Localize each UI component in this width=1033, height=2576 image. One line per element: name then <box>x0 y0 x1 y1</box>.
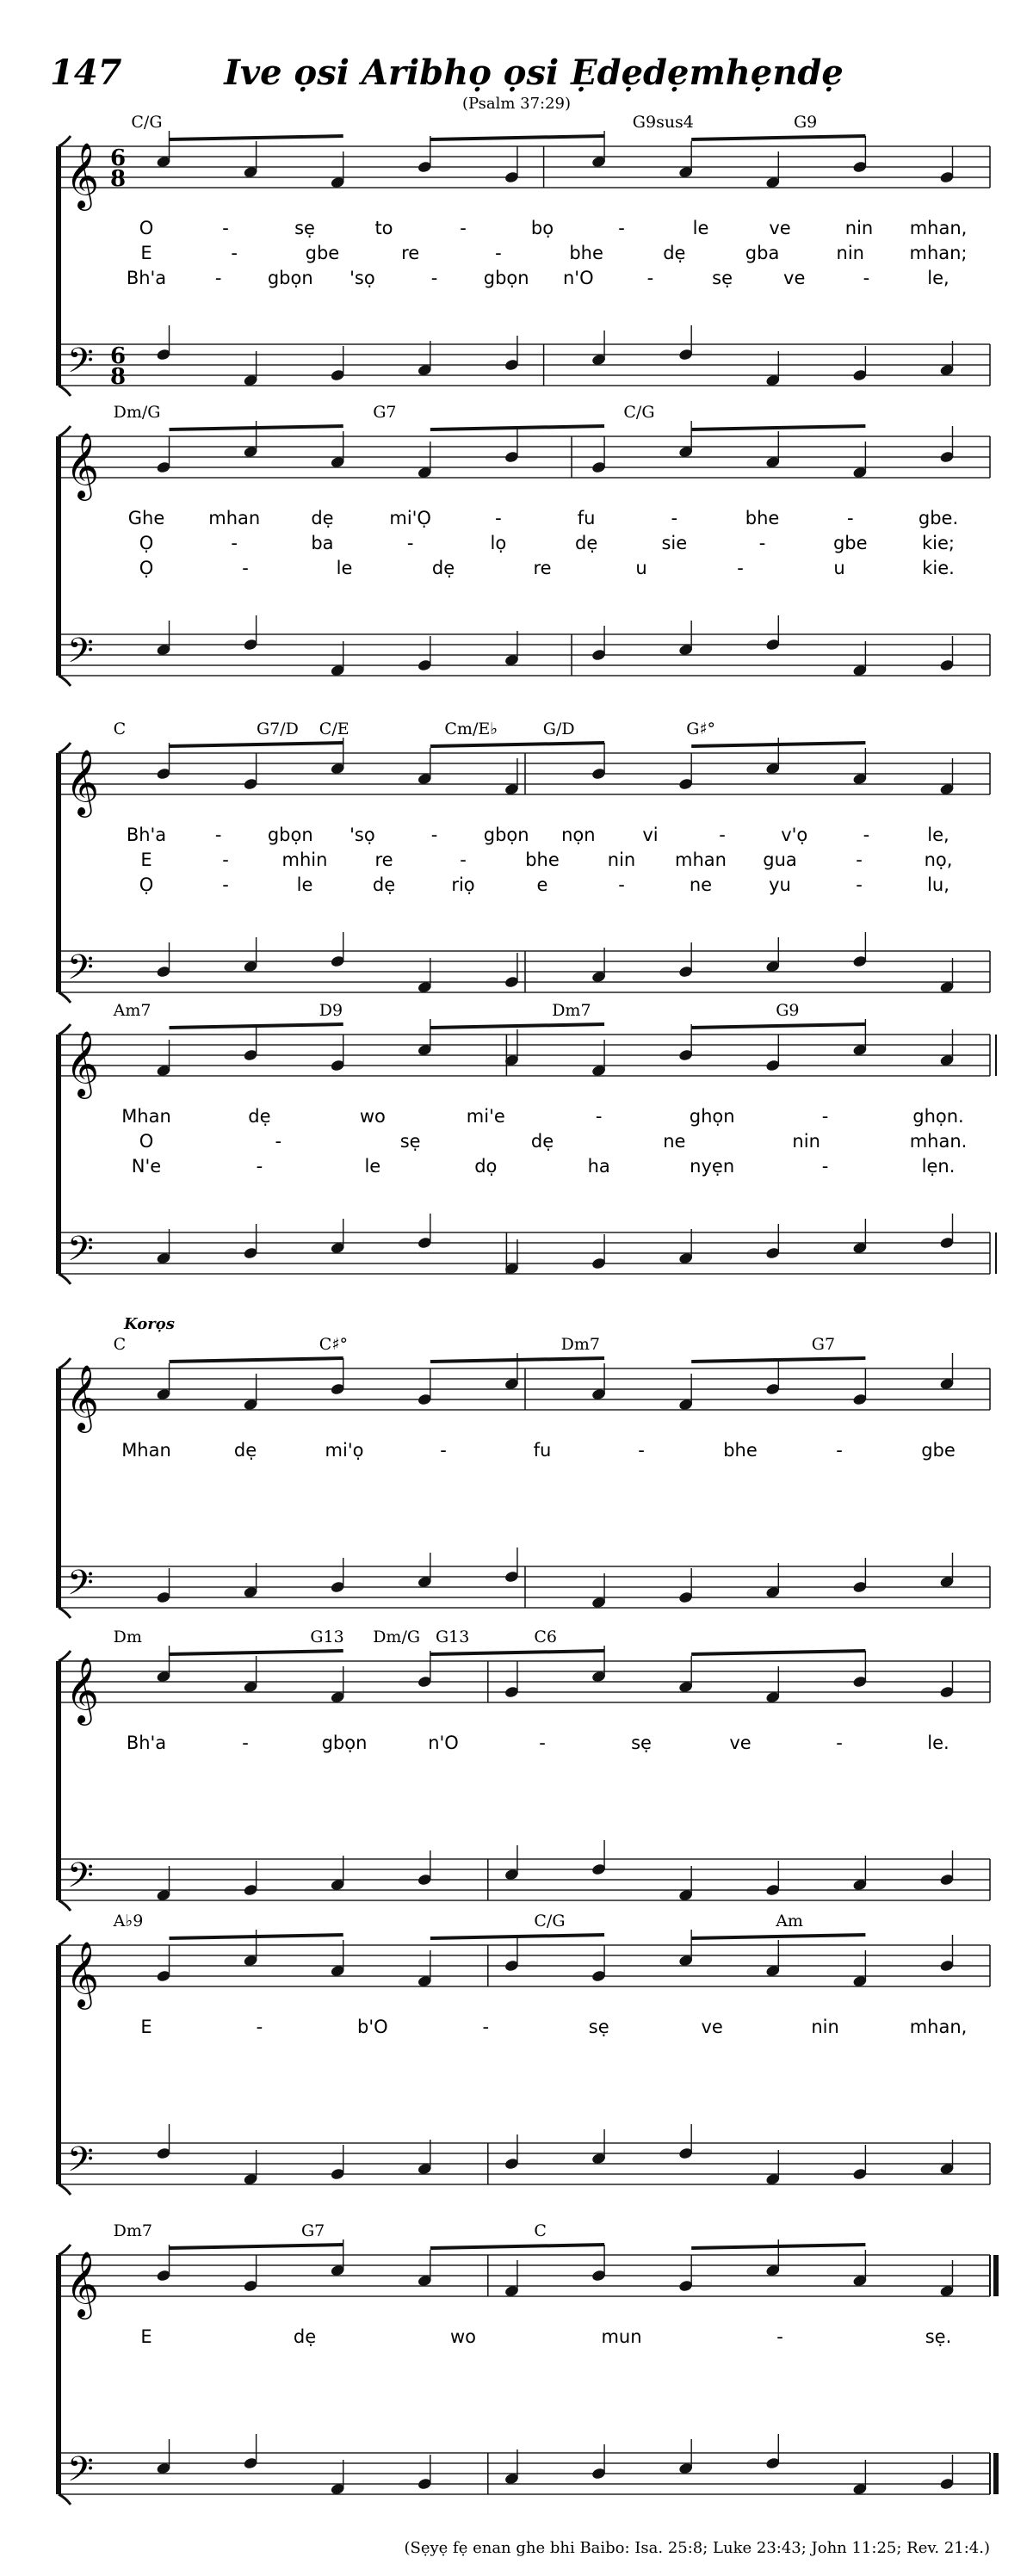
chord-symbol: G7/D <box>257 720 299 738</box>
beam <box>430 1358 604 1362</box>
lyric-syllable: le <box>692 218 709 238</box>
chord-symbol: Dm <box>113 1628 142 1646</box>
chord-symbol: C♯° <box>319 1335 349 1354</box>
treble-clef: 𝄞 <box>65 1941 100 2007</box>
chord-symbol: D9 <box>319 1001 343 1020</box>
lyric-syllable: mi'e <box>466 1106 505 1127</box>
beam <box>691 743 865 746</box>
system-8 <box>59 2221 996 2505</box>
lyric-syllable: le, <box>927 268 949 288</box>
lyric-syllable: - <box>242 558 249 578</box>
chord-symbol: C/G <box>131 113 163 132</box>
treble-clef: 𝄞 <box>65 432 100 498</box>
lyric-syllable: ne <box>663 1131 686 1152</box>
lyric-syllable: n'O <box>563 268 594 288</box>
system-4 <box>59 1001 996 1284</box>
beam <box>430 136 604 139</box>
lyric-syllable: - <box>495 508 502 528</box>
chord-symbol: C/E <box>319 720 349 738</box>
lyric-syllable: e <box>536 874 548 895</box>
lyric-syllable: dẹ <box>311 508 334 528</box>
scripture-references: (Sẹyẹ fẹ enan ghe bhi Baibo: Isa. 25:8; Luke 23:43; John 11:25; Rev. 21:4.) <box>404 2539 990 2557</box>
chord-symbol: G/D <box>542 720 575 738</box>
chorus-label: Korọs <box>124 1315 175 1333</box>
bass-clef: 𝄢 <box>67 1229 94 1277</box>
lyric-syllable: - <box>222 218 229 238</box>
beam <box>691 426 865 429</box>
lyric-syllable: - <box>539 1733 546 1753</box>
beam <box>691 1358 865 1362</box>
lyric-syllable: nyẹn <box>690 1156 735 1177</box>
lyric-syllable: - <box>460 218 467 238</box>
lyric-syllable: le. <box>927 1733 949 1753</box>
lyric-syllable: gua <box>763 849 797 870</box>
lyric-syllable: E <box>140 2326 152 2347</box>
chord-symbol: C <box>534 2221 547 2240</box>
treble-clef: 𝄞 <box>65 2251 100 2317</box>
lyric-syllable: dẹ <box>431 558 455 578</box>
beam <box>170 1935 343 1938</box>
lyric-syllable: ne <box>689 874 713 895</box>
lyric-syllable: fu <box>533 1440 552 1461</box>
lyric-syllable: b'O <box>357 2017 388 2037</box>
lyric-syllable: le, <box>927 825 949 845</box>
lyric-syllable: bhe <box>569 243 603 263</box>
chord-symbol: Dm7 <box>113 2221 152 2240</box>
beam <box>170 1651 343 1654</box>
lyric-syllable: lẹn. <box>921 1156 956 1177</box>
lyric-syllable: - <box>836 1733 843 1753</box>
beam <box>430 2245 604 2248</box>
lyric-syllable: to <box>374 218 393 238</box>
lyric-syllable: dẹ <box>248 1106 271 1127</box>
lyric-syllable: ba <box>311 533 334 553</box>
lyric-syllable: - <box>836 1440 843 1461</box>
lyric-syllable: Ọ <box>139 558 154 578</box>
beam <box>170 1024 343 1028</box>
lyric-syllable: dẹ <box>233 1440 257 1461</box>
lyric-syllable: O <box>139 218 154 238</box>
time-signature-treble: 8 <box>110 166 127 192</box>
lyric-syllable: - <box>430 825 438 845</box>
lyric-syllable: ve <box>701 2017 723 2037</box>
lyric-syllable: Bh'a <box>126 268 167 288</box>
chord-symbol: Dm7 <box>552 1001 591 1020</box>
lyric-syllable: yu <box>769 874 791 895</box>
lyric-syllable: ve <box>769 218 791 238</box>
lyric-syllable: vi <box>642 825 659 845</box>
lyric-syllable: bọ <box>530 218 554 238</box>
system-1 <box>59 113 990 396</box>
bass-clef: 𝄢 <box>67 1856 94 1904</box>
beam <box>430 1935 604 1938</box>
lyric-syllable: - <box>863 268 870 288</box>
lyric-syllable: gbe <box>921 1440 956 1461</box>
lyric-syllable: - <box>618 874 625 895</box>
lyric-syllable: - <box>863 825 870 845</box>
score-systems <box>59 113 996 2505</box>
lyric-syllable: Ọ <box>139 874 154 895</box>
chord-symbol: G9 <box>776 1001 800 1020</box>
lyric-syllable: nin <box>811 2017 839 2037</box>
lyric-syllable: gbọn <box>321 1733 368 1753</box>
chord-symbol: C6 <box>534 1628 558 1646</box>
lyric-syllable: u <box>635 558 647 578</box>
lyric-syllable: sie <box>661 533 688 553</box>
time-signature-treble: 6 <box>110 145 127 171</box>
system-6 <box>59 1628 990 1911</box>
lyric-syllable: dẹ <box>663 243 686 263</box>
lyric-syllable: mi'Ọ <box>389 508 431 528</box>
lyric-syllable: kie. <box>922 558 955 578</box>
beam <box>691 136 865 139</box>
lyric-syllable: gba <box>745 243 780 263</box>
beam <box>430 1024 604 1028</box>
psalm-reference: (Psalm 37:29) <box>461 95 572 113</box>
beam <box>430 1651 604 1654</box>
chord-symbol: Am7 <box>113 1001 152 1020</box>
chord-symbol: A♭9 <box>113 1912 144 1930</box>
lyric-syllable: ghọn. <box>912 1106 964 1127</box>
system-2 <box>59 403 990 686</box>
lyric-syllable: le <box>364 1156 381 1177</box>
lyric-syllable: - <box>856 874 863 895</box>
lyric-syllable: lọ <box>490 533 507 553</box>
lyric-syllable: E <box>140 2017 152 2037</box>
beam <box>691 2245 865 2248</box>
lyric-syllable: lu, <box>927 874 949 895</box>
chord-symbol: Cm/E♭ <box>444 720 498 738</box>
lyric-syllable: gbọn <box>267 825 313 845</box>
beam <box>691 1935 865 1938</box>
lyric-syllable: sẹ <box>399 1131 421 1152</box>
treble-clef: 𝄞 <box>65 1364 100 1430</box>
beam <box>170 1358 343 1362</box>
chord-symbol: Dm/G <box>113 403 161 422</box>
lyric-syllable: - <box>256 1156 263 1177</box>
lyric-syllable: - <box>440 1440 447 1461</box>
lyric-syllable: - <box>430 268 438 288</box>
system-3 <box>59 720 990 1003</box>
lyric-syllable: bhe <box>525 849 560 870</box>
time-signature-bass: 8 <box>110 364 127 390</box>
lyric-syllable: - <box>737 558 744 578</box>
lyric-syllable: re <box>401 243 420 263</box>
chord-symbol: G9 <box>794 113 818 132</box>
lyric-syllable: sẹ. <box>925 2326 952 2347</box>
hymn-number: 147 <box>50 53 122 93</box>
lyric-syllable: Ọ <box>139 533 154 553</box>
lyric-syllable: v'ọ <box>781 825 808 845</box>
lyric-syllable: - <box>758 533 766 553</box>
chord-symbol: G7 <box>301 2221 325 2240</box>
lyric-syllable: - <box>222 874 229 895</box>
lyric-syllable: mhan <box>208 508 261 528</box>
beam <box>430 743 604 746</box>
chord-symbol: G7 <box>811 1335 836 1354</box>
lyric-syllable: le <box>336 558 353 578</box>
beam <box>170 136 343 139</box>
lyric-syllable: bhe <box>723 1440 758 1461</box>
treble-clef: 𝄞 <box>65 1030 100 1096</box>
lyric-syllable: mhan; <box>909 243 968 263</box>
lyric-syllable: nọn <box>561 825 596 845</box>
lyric-syllable: - <box>846 508 854 528</box>
chord-symbol: G13 <box>436 1628 470 1646</box>
lyric-syllable: nin <box>836 243 865 263</box>
lyric-syllable: bhe <box>745 508 780 528</box>
treble-clef: 𝄞 <box>65 142 100 208</box>
lyric-syllable: sẹ <box>712 268 733 288</box>
lyric-syllable: - <box>231 243 238 263</box>
lyric-syllable: Bh'a <box>126 1733 167 1753</box>
chord-symbol: C/G <box>534 1912 566 1930</box>
lyric-syllable: 'sọ <box>349 268 375 288</box>
lyric-syllable: sẹ <box>588 2017 609 2037</box>
lyric-syllable: - <box>460 849 467 870</box>
lyric-syllable: gbọn <box>483 825 529 845</box>
lyric-syllable: dẹ <box>574 533 598 553</box>
lyric-syllable: E <box>140 849 152 870</box>
lyric-syllable: riọ <box>451 874 475 895</box>
bass-clef: 𝄢 <box>67 948 94 996</box>
chord-symbol: G13 <box>310 1628 344 1646</box>
bass-clef: 𝄢 <box>67 631 94 679</box>
bass-clef: 𝄢 <box>67 341 94 389</box>
lyric-syllable: n'O <box>428 1733 459 1753</box>
lyric-syllable: - <box>256 2017 263 2037</box>
chord-symbol: Dm7 <box>560 1335 600 1354</box>
lyric-syllable: - <box>821 1106 829 1127</box>
lyric-syllable: - <box>821 1156 829 1177</box>
system-5 <box>59 1315 990 1618</box>
lyric-syllable: fu <box>577 508 596 528</box>
lyric-syllable: N'e <box>131 1156 162 1177</box>
beam <box>170 2245 343 2248</box>
lyric-syllable: - <box>671 508 678 528</box>
lyric-syllable: gbe. <box>918 508 959 528</box>
lyric-syllable: mhan, <box>909 2017 968 2037</box>
beam <box>170 426 343 429</box>
lyric-syllable: - <box>776 2326 783 2347</box>
lyric-syllable: wo <box>449 2326 477 2347</box>
lyric-syllable: - <box>482 2017 490 2037</box>
lyric-syllable: - <box>495 243 502 263</box>
lyric-syllable: - <box>856 849 863 870</box>
lyric-syllable: mhan <box>675 849 727 870</box>
lyric-syllable: - <box>595 1106 603 1127</box>
lyric-syllable: Bh'a <box>126 825 167 845</box>
lyric-syllable: - <box>214 268 222 288</box>
lyric-syllable: O <box>139 1131 154 1152</box>
lyric-syllable: Mhan <box>121 1106 171 1127</box>
lyric-syllable: - <box>275 1131 282 1152</box>
system-7 <box>59 1912 990 2195</box>
beam <box>691 1024 865 1028</box>
lyric-syllable: E <box>140 243 152 263</box>
lyric-syllable: u <box>833 558 845 578</box>
lyric-syllable: gbe <box>305 243 340 263</box>
lyric-syllable: gbe <box>832 533 868 553</box>
lyric-syllable: nin <box>792 1131 820 1152</box>
chord-symbol: Am <box>776 1912 803 1930</box>
lyric-syllable: le <box>296 874 313 895</box>
chord-symbol: Dm/G <box>373 1628 421 1646</box>
hymn-title: Ive ọsi Aribhọ ọsi Ẹdẹdẹmhẹndẹ <box>224 53 844 93</box>
lyric-syllable: ve <box>729 1733 752 1753</box>
lyric-syllable: gbọn <box>267 268 313 288</box>
lyric-syllable: - <box>231 533 238 553</box>
lyric-syllable: mun <box>601 2326 642 2347</box>
chord-symbol: G7 <box>373 403 397 422</box>
chord-symbol: C/G <box>623 403 655 422</box>
bass-clef: 𝄢 <box>67 2140 94 2188</box>
lyric-syllable: - <box>222 849 229 870</box>
lyric-syllable: ve <box>783 268 806 288</box>
time-signature-bass: 6 <box>110 343 127 369</box>
lyric-syllable: mhin <box>281 849 328 870</box>
lyric-syllable: dẹ <box>530 1131 554 1152</box>
lyric-syllable: - <box>242 1733 249 1753</box>
lyric-syllable: nọ, <box>924 849 953 870</box>
lyric-syllable: - <box>719 825 726 845</box>
beam <box>430 426 604 429</box>
lyric-syllable: Ghe <box>127 508 165 528</box>
treble-clef: 𝄞 <box>65 1657 100 1723</box>
lyric-syllable: wo <box>359 1106 386 1127</box>
lyric-syllable: - <box>638 1440 645 1461</box>
chord-symbol: G9sus4 <box>632 113 694 132</box>
lyric-syllable: nin <box>844 218 874 238</box>
chord-symbol: C <box>113 720 127 738</box>
bass-clef: 𝄢 <box>67 1563 94 1611</box>
lyric-syllable: kie; <box>922 533 955 553</box>
lyric-syllable: - <box>646 268 654 288</box>
lyric-syllable: gbọn <box>483 268 529 288</box>
beam <box>691 1651 865 1654</box>
lyric-syllable: - <box>214 825 222 845</box>
lyric-syllable: nin <box>607 849 636 870</box>
lyric-syllable: mi'ọ <box>325 1440 364 1461</box>
lyric-syllable: 'sọ <box>349 825 375 845</box>
treble-clef: 𝄞 <box>65 749 100 815</box>
chord-symbol: C <box>113 1335 127 1354</box>
lyric-syllable: dẹ <box>372 874 396 895</box>
lyric-syllable: ha <box>587 1156 610 1177</box>
lyric-syllable: re <box>533 558 552 578</box>
lyric-syllable: sẹ <box>631 1733 652 1753</box>
lyric-syllable: sẹ <box>294 218 315 238</box>
lyric-syllable: - <box>618 218 625 238</box>
lyric-syllable: Mhan <box>121 1440 171 1461</box>
bass-clef: 𝄢 <box>67 2449 94 2498</box>
lyric-syllable: mhan, <box>909 218 968 238</box>
lyric-syllable: re <box>374 849 393 870</box>
lyric-syllable: dẹ <box>293 2326 317 2347</box>
beam <box>170 743 343 746</box>
lyric-syllable: dọ <box>474 1156 498 1177</box>
lyric-syllable: mhan. <box>909 1131 968 1152</box>
lyric-syllable: ghọn <box>689 1106 735 1127</box>
lyric-syllable: - <box>406 533 414 553</box>
chord-symbol: G♯° <box>686 720 716 738</box>
